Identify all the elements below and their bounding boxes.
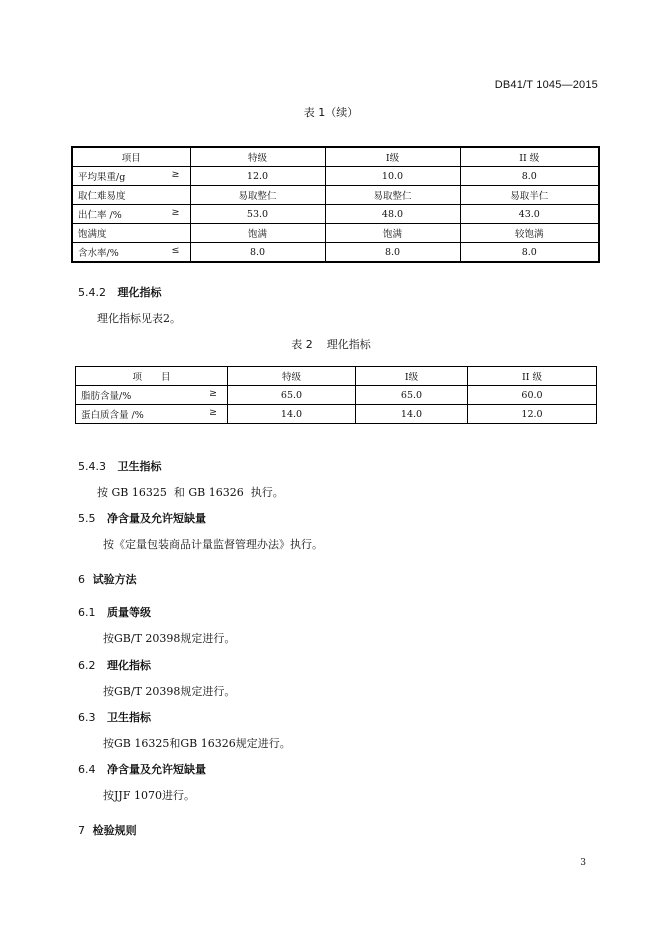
table2-header-grade-2: II 级 <box>468 367 597 386</box>
section-title: 理化指标 <box>117 286 162 299</box>
section-6-4-heading <box>78 761 206 777</box>
section-title: 卫生指标 <box>117 460 162 473</box>
item-label: 饱满度 <box>78 229 107 240</box>
table1-header-grade-special: 特级 <box>190 147 325 167</box>
table1-caption: 表 1（续） <box>303 106 359 119</box>
section-5-5-body: 按《定量包装商品计量监督管理办法》执行。 <box>103 538 323 551</box>
item-label: 平均果重/g <box>78 172 126 183</box>
table1-header-item: 项目 <box>72 147 190 167</box>
item-label: 含水率/% <box>78 248 119 259</box>
table1 <box>71 146 600 263</box>
table2-header-grade-special: 特级 <box>228 367 356 386</box>
section-5-5-heading <box>78 510 206 526</box>
section-title: 试验方法 <box>92 573 137 586</box>
table-row <box>72 167 599 186</box>
table-cell: 较饱满 <box>460 224 599 243</box>
table2-caption-title: 理化指标 <box>326 338 371 351</box>
table-row <box>72 224 599 243</box>
table-cell: 易取整仁 <box>190 186 325 205</box>
table-cell: 8.0 <box>460 167 599 186</box>
section-6-3-body: 按GB 16325和GB 16326规定进行。 <box>103 737 291 750</box>
section-number: 7 <box>78 824 85 837</box>
section-5-4-2-heading <box>78 284 162 300</box>
table2-header-item: 项 目 <box>76 367 228 386</box>
table-cell: 12.0 <box>190 167 325 186</box>
page-number: 3 <box>580 858 586 868</box>
table-cell: 65.0 <box>228 386 356 405</box>
table2-header-grade-1: Ⅰ级 <box>356 367 468 386</box>
section-number: 5.5 <box>78 512 96 525</box>
section-number: 6.4 <box>78 763 96 776</box>
section-number: 5.4.2 <box>78 286 106 299</box>
section-title: 理化指标 <box>107 659 151 672</box>
section-5-4-2-body: 理化指标见表2。 <box>97 312 181 325</box>
table-cell-item <box>76 386 228 405</box>
section-6-2-heading <box>78 657 151 673</box>
table-cell: 饱满 <box>325 224 460 243</box>
section-title: 卫生指标 <box>107 711 151 724</box>
section-number: 6.1 <box>78 606 96 619</box>
section-5-4-3-body: 按 GB 16325 和 GB 16326 执行。 <box>97 486 284 499</box>
item-label: 蛋白质含量 /% <box>81 410 144 421</box>
section-6-2-body: 按GB/T 20398规定进行。 <box>103 685 236 698</box>
table-cell: 60.0 <box>468 386 597 405</box>
document-code: DB41/T 1045—2015 <box>494 79 598 91</box>
table-cell: 14.0 <box>228 405 356 424</box>
section-5-4-3-heading <box>78 458 162 474</box>
table-row <box>76 386 597 405</box>
table-row <box>72 205 599 224</box>
table-cell: 14.0 <box>356 405 468 424</box>
table-cell: 48.0 <box>325 205 460 224</box>
section-title: 检验规则 <box>92 824 137 837</box>
table-cell: 53.0 <box>190 205 325 224</box>
comparison-symbol: ≥ <box>209 388 217 399</box>
table-cell-item <box>72 205 190 224</box>
comparison-symbol: ≥ <box>209 407 217 418</box>
table-row <box>72 186 599 205</box>
item-label: 脂肪含量/% <box>81 391 132 402</box>
table1-header-row <box>72 147 599 167</box>
table-row <box>72 243 599 263</box>
table2 <box>75 366 597 424</box>
table-cell-item <box>72 243 190 263</box>
table-cell-item <box>76 405 228 424</box>
item-label: 出仁率 /% <box>78 210 122 221</box>
section-6-heading <box>78 571 137 587</box>
table2-header-row <box>76 367 597 386</box>
table-cell: 8.0 <box>460 243 599 263</box>
section-number: 6 <box>78 573 85 586</box>
table-cell: 8.0 <box>190 243 325 263</box>
table1-header-grade-1: Ⅰ级 <box>325 147 460 167</box>
table2-caption <box>0 336 662 352</box>
table-cell: 65.0 <box>356 386 468 405</box>
section-title: 净含量及允许短缺量 <box>107 763 206 776</box>
section-title: 质量等级 <box>107 606 151 619</box>
section-6-3-heading <box>78 709 151 725</box>
section-title: 净含量及允许短缺量 <box>107 512 206 525</box>
table1-header-grade-2: II 级 <box>460 147 599 167</box>
table-cell: 易取半仁 <box>460 186 599 205</box>
table-cell-item <box>72 167 190 186</box>
section-number: 6.2 <box>78 659 96 672</box>
table2-caption-number: 表 2 <box>291 338 313 351</box>
section-number: 6.3 <box>78 711 96 724</box>
table-cell: 12.0 <box>468 405 597 424</box>
section-7-heading <box>78 822 137 838</box>
table-cell: 易取整仁 <box>325 186 460 205</box>
comparison-symbol: ≥ <box>171 207 180 218</box>
comparison-symbol: ≤ <box>171 245 180 256</box>
table-cell: 8.0 <box>325 243 460 263</box>
table-cell: 43.0 <box>460 205 599 224</box>
section-6-1-heading <box>78 604 151 620</box>
comparison-symbol: ≥ <box>171 169 180 180</box>
table-cell: 饱满 <box>190 224 325 243</box>
table-cell: 10.0 <box>325 167 460 186</box>
table-row <box>76 405 597 424</box>
table-cell-item <box>72 186 190 205</box>
table-cell-item <box>72 224 190 243</box>
section-number: 5.4.3 <box>78 460 106 473</box>
item-label: 取仁难易度 <box>78 191 126 202</box>
section-6-4-body: 按JJF 1070进行。 <box>103 789 195 802</box>
section-6-1-body: 按GB/T 20398规定进行。 <box>103 632 236 645</box>
